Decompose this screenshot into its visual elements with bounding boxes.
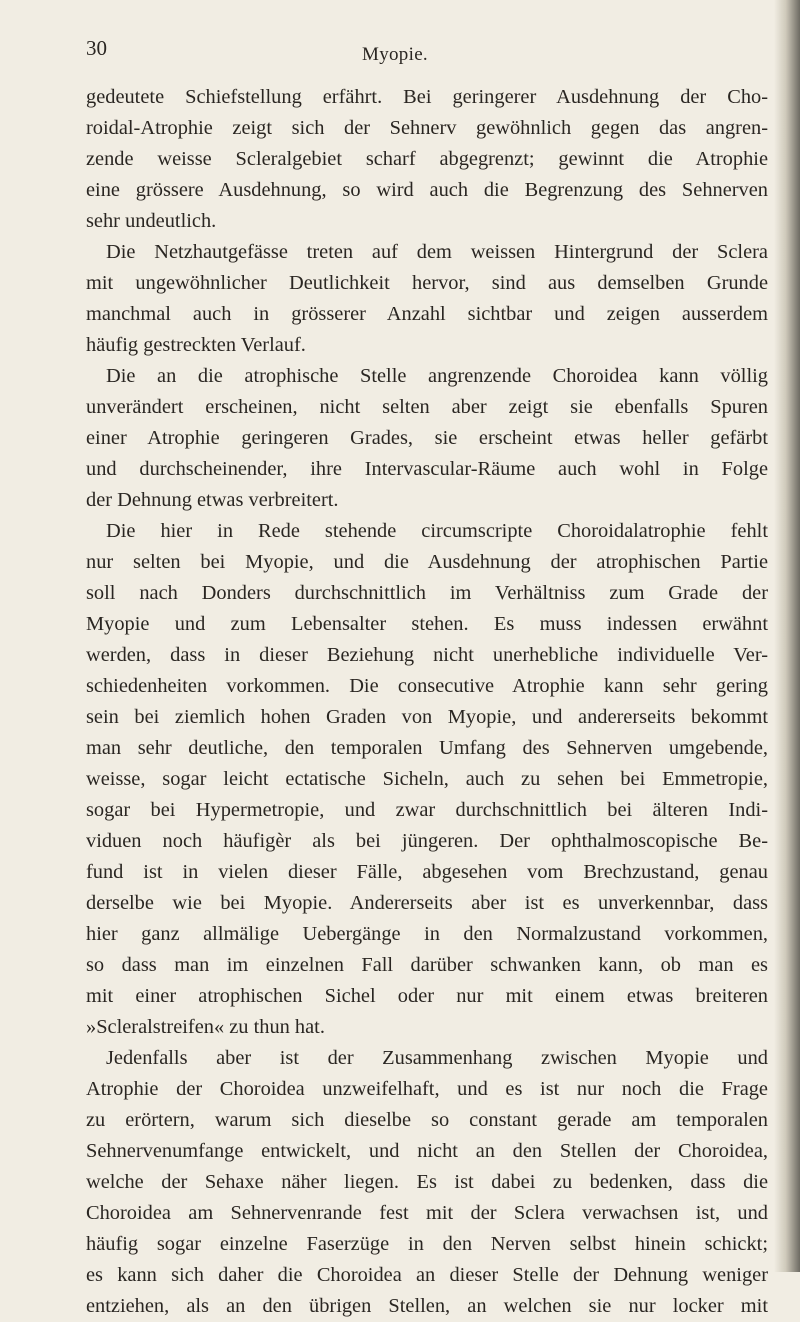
body-text [86,82,768,1322]
text-line: es kann sich daher die Choroidea an dieser Stelle der Dehnung weniger [86,1264,768,1286]
text-line: zende weisse Scleralgebiet scharf abgegrenzt; gewinnt die Atrophie [86,148,768,170]
text-line: hier ganz allmälige Uebergänge in den Normalzustand vorkommen, [86,923,768,945]
text-line: weisse, sogar leicht ectatische Sicheln, auch zu sehen bei Emmetropie, [86,768,768,790]
text-line: Die an die atrophische Stelle angrenzende Choroidea kann völlig [106,365,768,387]
text-line: mit ungewöhnlicher Deutlichkeit hervor, sind aus demselben Grunde [86,272,768,294]
running-title: Myopie. [362,44,428,65]
text-line: Myopie und zum Lebensalter stehen. Es muss indessen erwähnt [86,613,768,635]
text-line: derselbe wie bei Myopie. Andererseits aber ist es unverkennbar, dass [86,892,768,914]
text-line: häufig gestreckten Verlauf. [86,334,306,356]
text-line: Sehnervenumfange entwickelt, und nicht an den Stellen der Choroidea, [86,1140,768,1162]
text-line: Atrophie der Choroidea unzweifelhaft, und es ist nur noch die Frage [86,1078,768,1100]
text-line: entziehen, als an den übrigen Stellen, an welchen sie nur locker mit [86,1295,768,1317]
text-line: man sehr deutliche, den temporalen Umfang des Sehnerven umgebende, [86,737,768,759]
text-line: gedeutete Schiefstellung erfährt. Bei geringerer Ausdehnung der Cho- [86,86,768,108]
text-line: soll nach Donders durchschnittlich im Verhältniss zum Grade der [86,582,768,604]
text-line: schiedenheiten vorkommen. Die consecutive Atrophie kann sehr gering [86,675,768,697]
text-line: Choroidea am Sehnervenrande fest mit der Sclera verwachsen ist, und [86,1202,768,1224]
text-line: werden, dass in dieser Beziehung nicht unerhebliche individuelle Ver- [86,644,768,666]
text-line: welche der Sehaxe näher liegen. Es ist dabei zu bedenken, dass die [86,1171,768,1193]
text-line: Jedenfalls aber ist der Zusammenhang zwischen Myopie und [106,1047,768,1069]
text-line: sein bei ziemlich hohen Graden von Myopie, und andererseits bekommt [86,706,768,728]
text-line: so dass man im einzelnen Fall darüber schwanken kann, ob man es [86,954,768,976]
text-line: Die hier in Rede stehende circumscripte Choroidalatrophie fehlt [106,520,768,542]
text-line: eine grössere Ausdehnung, so wird auch die Begrenzung des Sehnerven [86,179,768,201]
text-line: sehr undeutlich. [86,210,217,232]
page-number: 30 [86,36,107,60]
text-line: sogar bei Hypermetropie, und zwar durchschnittlich bei älteren Indi- [86,799,768,821]
text-line: einer Atrophie geringeren Grades, sie erscheint etwas heller gefärbt [86,427,768,449]
text-line: häufig sogar einzelne Faserzüge in den Nerven selbst hinein schickt; [86,1233,768,1255]
text-line: nur selten bei Myopie, und die Ausdehnung der atrophischen Partie [86,551,768,573]
text-line: der Dehnung etwas verbreitert. [86,489,339,511]
text-line: Die Netzhautgefässe treten auf dem weissen Hintergrund der Sclera [106,241,768,263]
text-line: und durchscheinender, ihre Intervascular-Räume auch wohl in Folge [86,458,768,480]
text-line: unverändert erscheinen, nicht selten aber zeigt sie ebenfalls Spuren [86,396,768,418]
page-edge-shadow [774,0,800,1272]
text-line: roidal-Atrophie zeigt sich der Sehnerv gewöhnlich gegen das angren- [86,117,768,139]
text-line: zu erörtern, warum sich dieselbe so constant gerade am temporalen [86,1109,768,1131]
text-line: mit einer atrophischen Sichel oder nur mit einem etwas breiteren [86,985,768,1007]
text-line: »Scleralstreifen« zu thun hat. [86,1016,325,1038]
text-line: fund ist in vielen dieser Fälle, abgesehen vom Brechzustand, genau [86,861,768,883]
text-line: viduen noch häufigèr als bei jüngeren. Der ophthalmoscopische Be- [86,830,768,852]
text-line: manchmal auch in grösserer Anzahl sichtbar und zeigen ausserdem [86,303,768,325]
